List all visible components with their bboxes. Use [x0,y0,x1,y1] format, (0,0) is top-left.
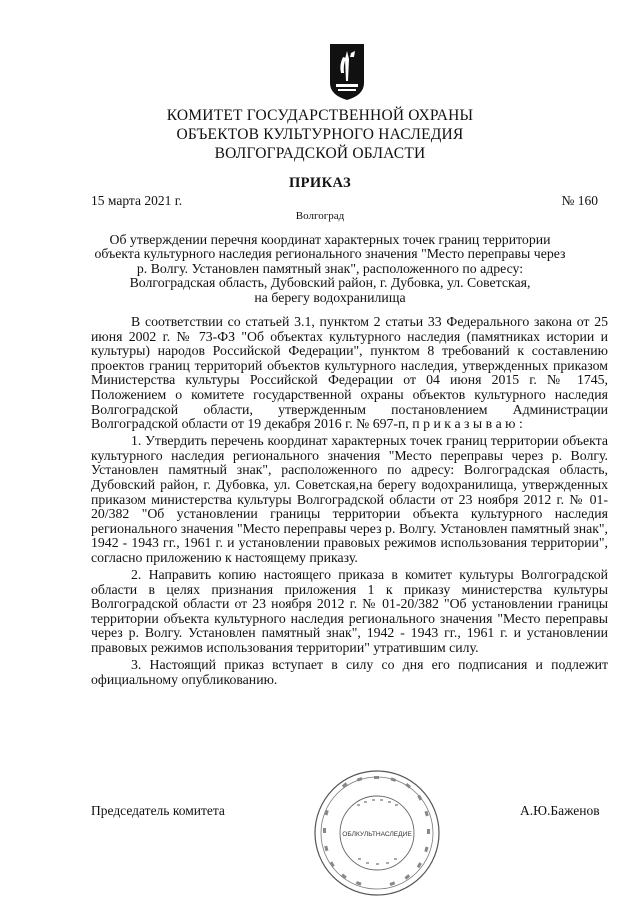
signatory-position: Председатель комитета [91,803,225,818]
org-line-2: ОБЪЕКТОВ КУЛЬТУРНОГО НАСЛЕДИЯ [176,126,464,143]
document-subject [80,233,580,305]
org-line-3: ВОЛГОГРАДСКОЙ ОБЛАСТИ [214,145,426,162]
body-paragraph-item-2: 2. Направить копию настоящего приказа в комитет культуры Волгоградской области в целях признания приложения 1 к приказу министерства культуры Волгоградской области от 23 ноября 2012 г. № 01-20/382 "Об установлении границы территории объекта культурного наследия регионального значения "Место переправы через р. Волгу. Установлен памятный знак", 1942 - 1943 гг., 1961 г. и установлении правовых режимов использования территории" утратившим силу. [91,567,608,656]
subject-line-3: р. Волгу. Установлен памятный знак", расположенного по адресу: [136,260,524,276]
coat-of-arms-icon [329,43,365,101]
document-body [91,315,608,687]
seal-center-text: ОБЛКУЛЬТНАСЛЕДИЕ [342,831,412,838]
body-paragraph-item-1: 1. Утвердить перечень координат характерных точек границ территории объекта культурного наследия регионального значения "Место переправы через р. Волгу. Установлен памятный знак", расположенного по адресу: Волгоградская область, Дубовский район, г. Дубовка, ул. Советская,на берегу водохранилища, утвержденных приказом министерства культуры Волгоградской области от 23 ноября 2012 г. № 01-20/382 "Об установлении границы территории объекта культурного наследия регионального значения "Место переправы через р. Волгу. Установлен памятный знак", 1942 - 1943 гг., 1961 г. и установлении правовых режимов использования территории", согласно приложению к настоящему приказу. [91,433,608,565]
document-date: 15 марта 2021 г. [91,193,183,208]
document-city: Волгоград [295,210,345,222]
document-number: № 160 [561,193,598,208]
subject-line-4: Волгоградская область, Дубовский район, г. Дубовка, ул. Советская, [129,275,531,291]
subject-line-5: на берегу водохранилища [254,289,406,305]
subject-line-1: Об утверждении перечня координат характерных точек границ территории [109,232,551,247]
official-seal-icon [312,768,442,898]
body-paragraph-item-3: 3. Настоящий приказ вступает в силу со дня его подписания и подлежит официальному опубликованию. [91,657,608,687]
organization-header [0,106,640,163]
document-type: ПРИКАЗ [288,175,352,191]
subject-line-2: объекта культурного наследия регионального значения "Место переправы через [94,246,566,262]
org-line-1: КОМИТЕТ ГОСУДАРСТВЕННОЙ ОХРАНЫ [166,107,474,124]
body-paragraph-preamble: В соответствии со статьей 3.1, пунктом 2 статьи 33 Федерального закона от 25 июня 2002 г. № 73-ФЗ "Об объектах культурного наследия (памятниках истории и культуры) народов Российской Федерации", пунктом 8 требований к составлению проектов границ территорий объектов культурного наследия, утвержденных приказом Министерства культуры Российской Федерации от 04 июня 2015 г. № 1745, Положением о комитете государственной охраны объектов культурного наследия Волгоградской области, утвержденным постановлением Администрации Волгоградской области от 19 декабря 2016 г. № 697-п, п р и к а з ы в а ю : [91,314,608,432]
signatory-name: А.Ю.Баженов [520,803,600,818]
